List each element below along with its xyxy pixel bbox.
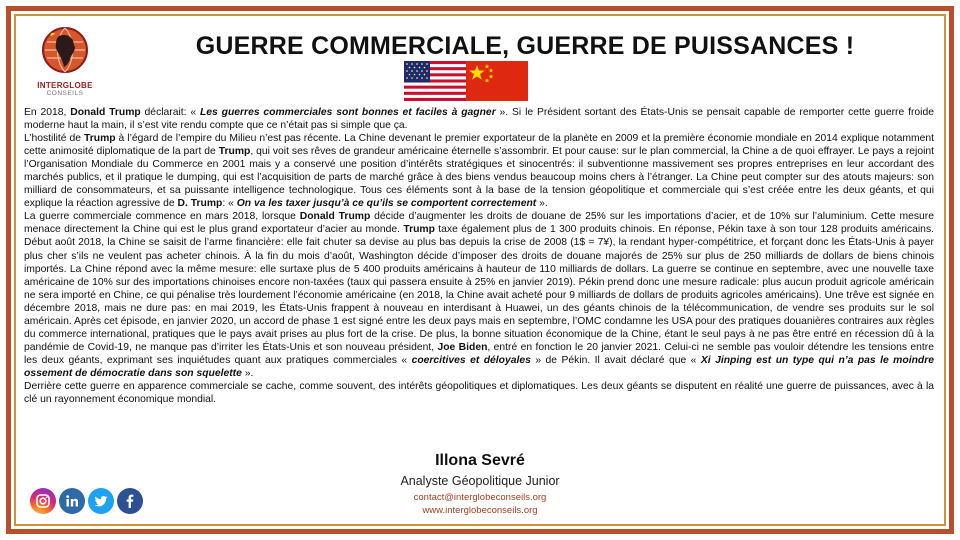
- body-text-run: La guerre commerciale commence en mars 2018, lorsque: [24, 211, 300, 223]
- emphasis-text: Donald Trump: [299, 211, 371, 223]
- twitter-icon[interactable]: [88, 488, 114, 514]
- us-flag-icon: [404, 61, 466, 101]
- logo-name: INTERGLOBE: [37, 81, 93, 90]
- quote-text: coercitives et déloyales: [411, 354, 531, 366]
- body-text-run: déclarait: «: [140, 107, 200, 118]
- social-links: [30, 488, 143, 514]
- body-text-run: décide d’augmenter les droits de douane de 25% sur les importations d’acier, et de 10% sur l’aluminium. Cette mesure menace directement la Chine qui est le plus grand exportateur d’acier au monde.: [24, 211, 934, 236]
- body-text-run: taxe également plus de 1 300 produits chinois. En réponse, Pékin taxe à son tour 128 produits américains. Début août 2018, la Chine se saisit de l’arme financière: elle fait chuter sa devise au plus bas depuis la crise de 2008 (1$ = 7¥), la rendant hyper-compétitrice, et forçant donc les États-Unis à payer plus cher s’ils ne veulent pas acheter chinois. À la fin du mois d’août, Washington décide d’imposer des droits de douane majorés de 25% sur plus de 250 milliards de dollars de biens chinois importés. La Chine répond avec la même mesure: elle surtaxe plus de 5 400 produits américains à hauteur de 110 milliards de dollars. La guerre se continue en septembre, avec une nouvelle taxe américaine de 10% sur des importations chinoises encore non-taxées (taux qui passera ensuite à 25% en janvier 2019). Pékin prend donc une mesure radicale: plus aucun produit agricole américain ne sera importé en Chine, ce qui pénalise très lourdement l’économie américaine (en 2018, la Chine avait acheté pour 9 milliards de dollars de produits agricoles américains). Une trêve est signée en décembre 2018, mais ne dure pas: en mai 2019, les États-Unis frappent à nouveau en interdisant à Huawei, un des géants chinois de la télécommunication, de vendre ses produits sur le sol américain. Après cet épisode, en janvier 2020, un accord de phase 1 est signé entre les deux pays mais en septembre, l’OMC condamne les USA pour des pratiques douanières contraires aux règles du commerce international, pratiques que le pays avait prises au plus fort de la crise. De plus, la bonne situation économique de la Chine, étant le seul pays à ne pas être entré en récession dû à la pandémie de Covid-19, ne manque pas d’irriter les États-Unis et son nouveau président,: [24, 224, 934, 353]
- article-paragraph: [24, 132, 934, 210]
- article-body: [24, 106, 934, 406]
- body-text-run: à l’égard de l’empire du Milieu n’est pas récente. La Chine devenant le premier exportateur de la planète en 2009 et la première économie mondiale en 2014 explique notamment cette animosité diplomatique de la part de: [24, 133, 934, 158]
- emphasis-text: Trump: [218, 146, 251, 158]
- emphasis-text: D. Trump: [177, 198, 223, 210]
- quote-text: Xi Jinping est un type qui n’a pas le moindre ossement de démocratie dans son squelette: [24, 354, 934, 379]
- website-link[interactable]: www.interglobeconseils.org: [422, 505, 538, 516]
- instagram-icon[interactable]: [30, 488, 56, 514]
- body-text-run: : «: [222, 198, 237, 210]
- contact-email-link[interactable]: contact@interglobeconseils.org: [413, 492, 547, 503]
- author-role: Analyste Géopolitique Junior: [400, 474, 560, 488]
- author-name: Illona Sevré: [435, 452, 525, 469]
- globe-africa-icon: [41, 26, 89, 74]
- body-text-run: En 2018,: [24, 107, 71, 118]
- body-text-run: ».: [241, 367, 254, 379]
- linkedin-icon[interactable]: [59, 488, 85, 514]
- emphasis-text: Donald Trump: [70, 107, 141, 118]
- quote-text: On va les taxer jusqu’à ce qu’ils se comportent correctement: [236, 198, 537, 210]
- body-text-run: , qui voit ses rêves de grandeur américaine éternelle s’assombrir. Et pour cause: sur le plan commercial, la Chine a de quoi effrayer. Le pays a rejoint l’Organisation Mondiale du Commerce en 2001 mais y a conservé une position d’intérêts stratégiques et sinocentrés: il subventionne massivement ses propres entreprises en leur accordant des marchés publics, et il pratique le dumping, qui est l’acquisition de parts de marché grâce à des biens vendus beaucoup moins chers à l’étranger. La Chine peut compter sur des atouts majeurs: son milliard de consommateurs, et sa puissante intelligence technologique. Tous ces éléments sont à la base de la tension géopolitique et commerciale qui s’est créée entre les deux géants, et qui explique la réaction agressive de: [24, 146, 934, 210]
- interglobe-logo: [30, 26, 100, 97]
- emphasis-text: Trump: [83, 133, 116, 145]
- body-text-run: L’hostilité de: [24, 133, 84, 145]
- body-text-run: ».: [536, 198, 548, 210]
- article-paragraph: [24, 210, 934, 380]
- china-flag-icon: [466, 61, 528, 101]
- facebook-icon[interactable]: [117, 488, 143, 514]
- emphasis-text: Trump: [403, 224, 435, 236]
- body-text-run: Derrière cette guerre en apparence commerciale se cache, comme souvent, des intérêts géopolitiques et diplomatiques. Les deux géants se disputent en réalité une guerre de puissances, avec à la clé un rayonnement économique mondial.: [24, 380, 934, 406]
- quote-text: Les guerres commerciales sont bonnes et faciles à gagner: [199, 107, 496, 118]
- body-text-run: , entré en fonction le 20 janvier 2021. Celui-ci ne semble pas vouloir détendre les tensions entre les deux géants, exprimant ses inquiétudes quant aux pratiques commerciales «: [24, 341, 934, 366]
- article-paragraph: [24, 106, 934, 132]
- body-text-run: » de Pékin. Il avait déclaré que «: [530, 354, 701, 366]
- page-title: GUERRE COMMERCIALE, GUERRE DE PUISSANCES !: [195, 32, 855, 60]
- emphasis-text: Joe Biden: [437, 341, 488, 353]
- logo-subtitle: CONSEILS: [46, 90, 84, 97]
- body-text-run: ». Si le Président sortant des États-Unis se pensait capable de remporter cette guerre froide moderne haut la main, il s’est vite rendu compte que ce n’était pas si simple que ça.: [24, 107, 934, 132]
- article-paragraph: [24, 380, 934, 406]
